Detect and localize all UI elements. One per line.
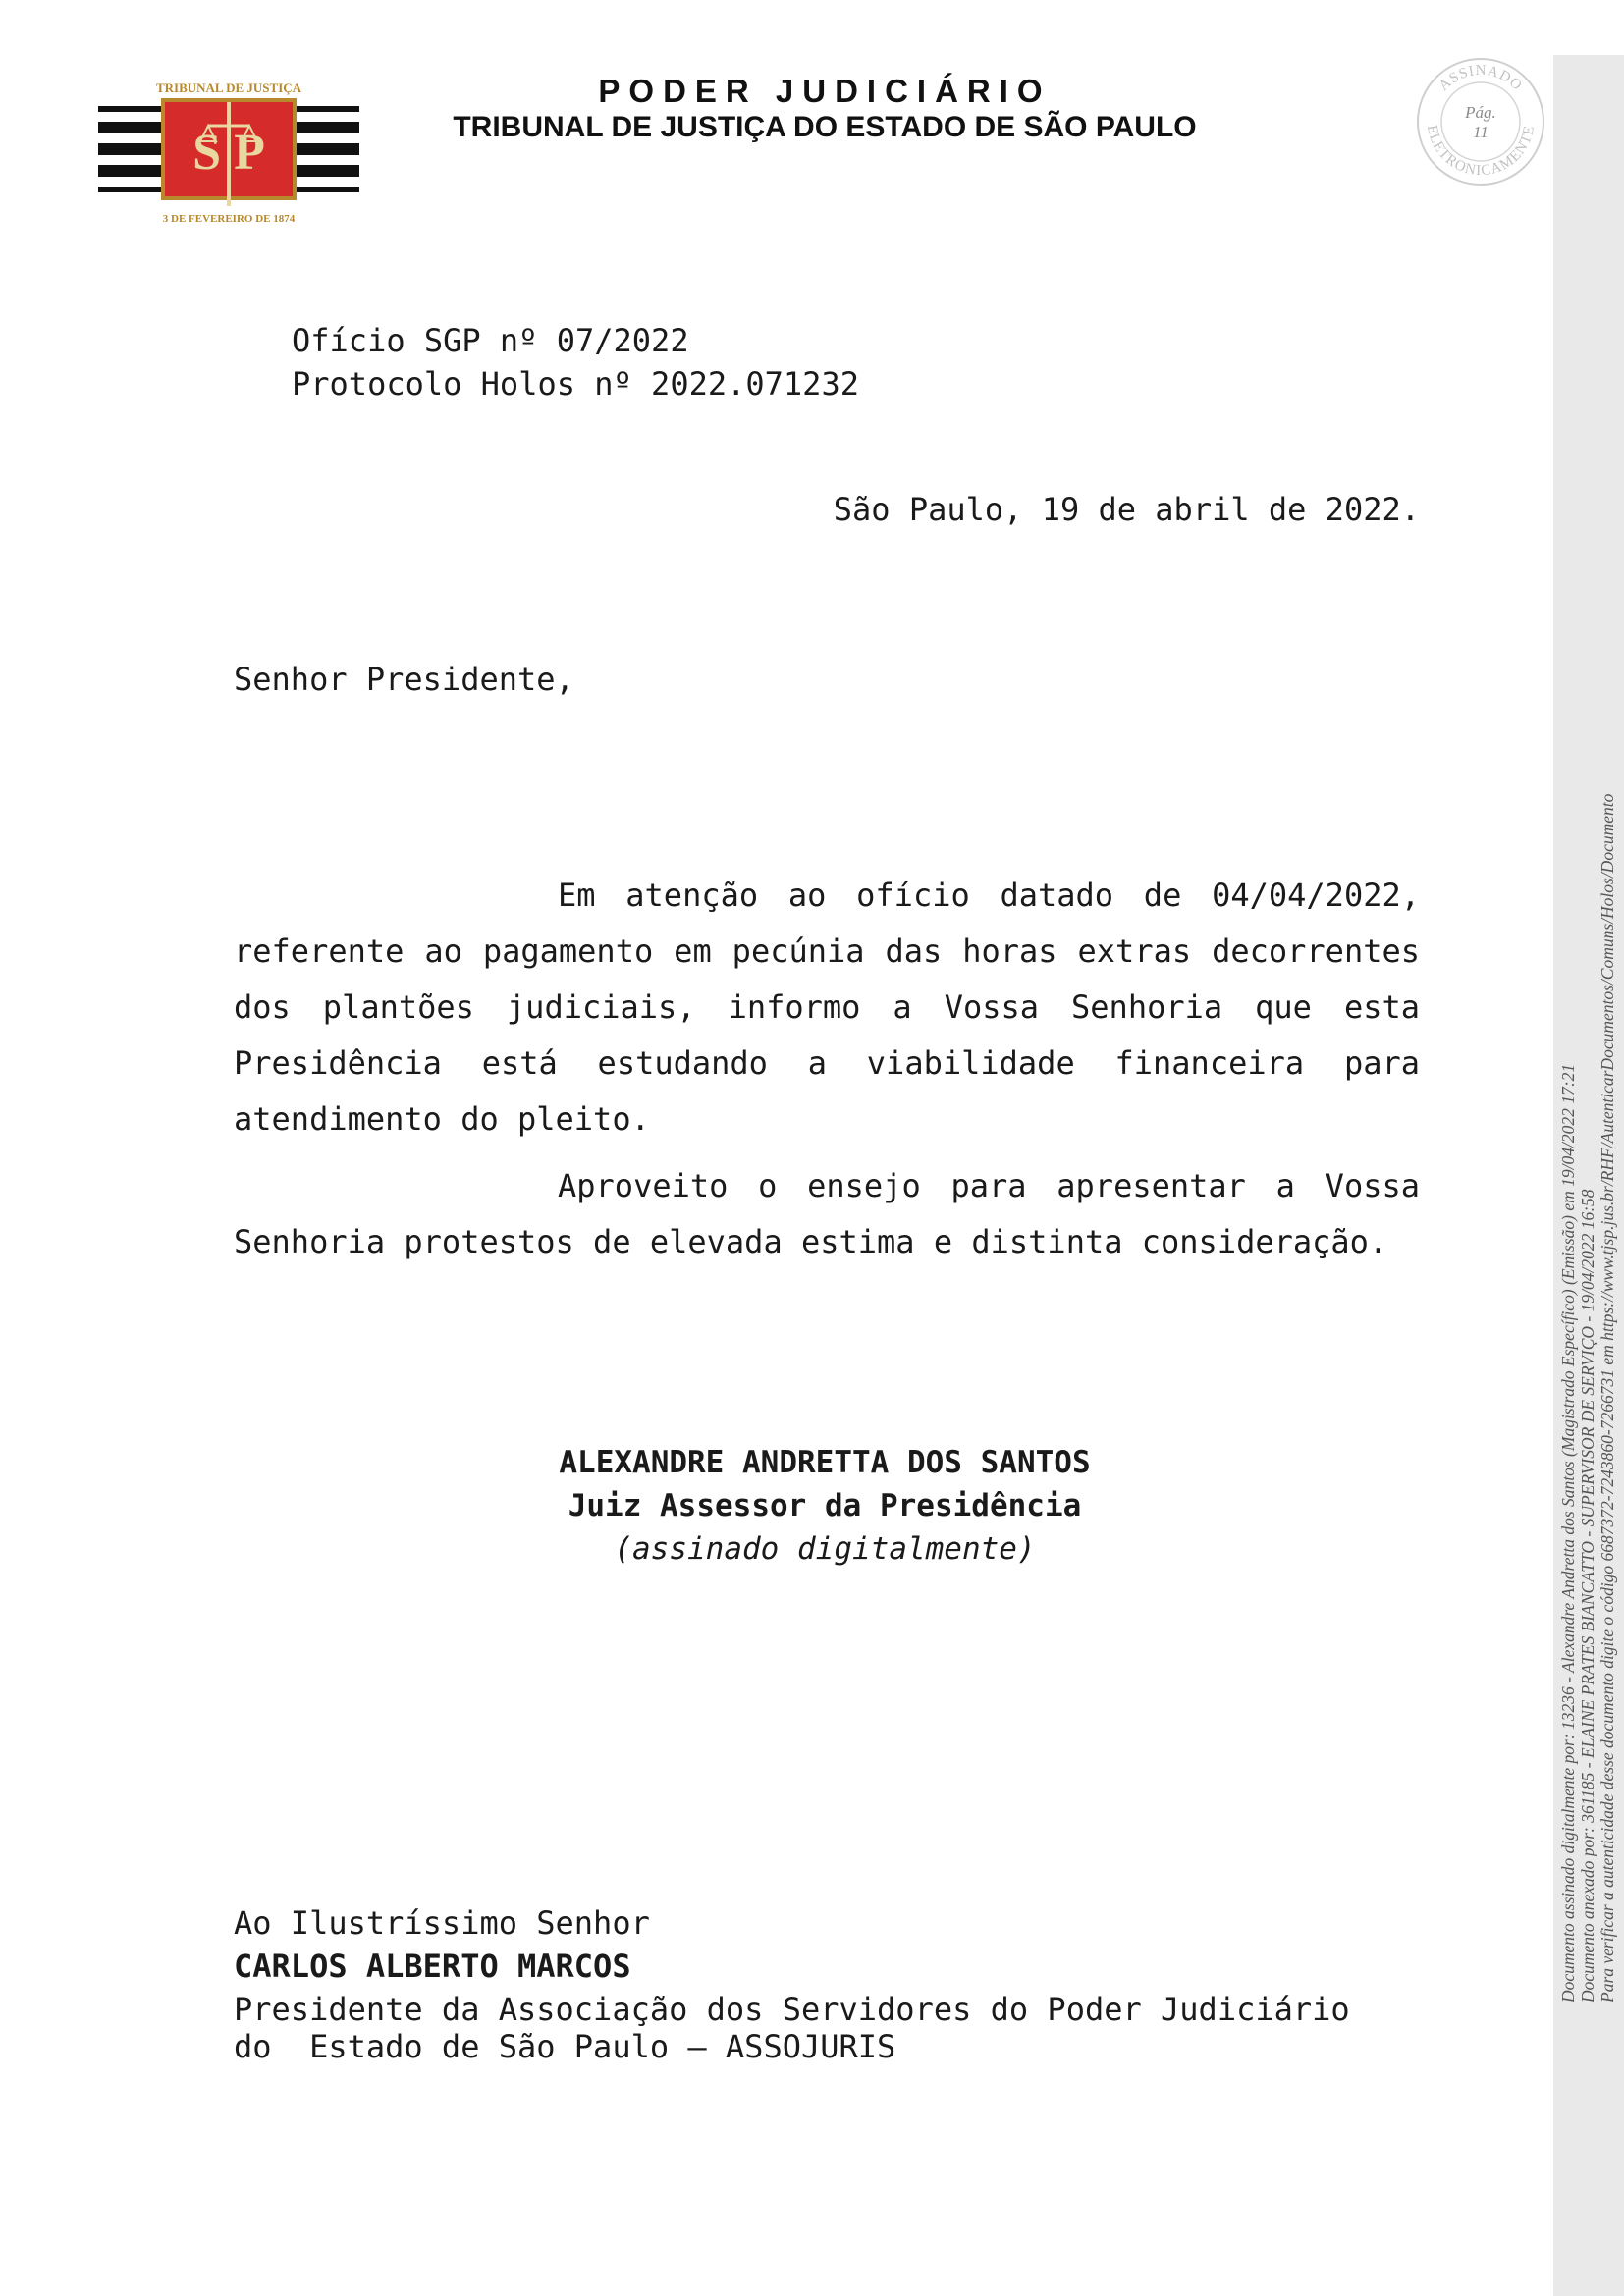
stamp-page-label: Pág.: [1465, 103, 1496, 122]
stamp-page-number: 11: [1473, 123, 1489, 141]
stamp-ring-bottom: ELETRONICAMENTE: [1423, 124, 1539, 180]
signer-name: ALEXANDRE ANDRETTA DOS SANTOS: [559, 1445, 1091, 1480]
header-title: PODER JUDICIÁRIO: [598, 73, 1052, 109]
header-subtitle: TRIBUNAL DE JUSTIÇA DO ESTADO DE SÃO PAULO: [453, 111, 1197, 143]
addressee-name: CARLOS ALBERTO MARCOS: [234, 1948, 631, 1985]
protocolo-number: Protocolo Holos nº 2022.071232: [292, 365, 859, 402]
stamp-ring-top: ASSINADO: [1435, 62, 1526, 94]
margin-note-line3: Para verificar a autenticidade desse documento digite o código 6687372-7243860-7266731 em https://www.tjsp.jus.br/RHF/AutenticarDocumentos/Comuns/Holos/Documento: [1597, 793, 1617, 2002]
addressee-line-2: do Estado de São Paulo – ASSOJURIS: [234, 2028, 896, 2065]
addressee-greeting: Ao Ilustríssimo Senhor: [234, 1904, 650, 1942]
signature-note: (assinado digitalmente): [614, 1531, 1036, 1567]
signer-role: Juiz Assessor da Presidência: [568, 1488, 1082, 1523]
body-paragraph-2: [234, 1158, 1420, 1270]
signed-electronically-stamp: [1414, 55, 1547, 188]
body-paragraph-1: [234, 868, 1420, 1148]
margin-note-line2: Documento anexado por: 361185 - ELAINE PRATES BIANCATTO - SUPERVISOR DE SERVIÇO - 19/04/2022 16:58: [1578, 1189, 1597, 2002]
body-paragraph-2-text: Aproveito o ensejo para apresentar a Vossa Senhoria protestos de elevada estima e distinta consideração.: [234, 1167, 1420, 1260]
logo-top-text: TRIBUNAL DE JUSTIÇA: [155, 80, 302, 95]
logo-bottom-text: 3 DE FEVEREIRO DE 1874: [162, 213, 296, 225]
body-paragraph-1-text: Em atenção ao ofício datado de 04/04/2022, referente ao pagamento em pecúnia das horas extras decorrentes dos plantões judiciais, informo a Vossa Senhoria que esta Presidência está estudando a viabilidade financeira para atendimento do pleito.: [234, 877, 1420, 1138]
addressee-line-1: Presidente da Associação dos Servidores do Poder Judiciário: [234, 1991, 1350, 2028]
date-line: São Paulo, 19 de abril de 2022.: [833, 491, 1420, 528]
logo-letters: S P: [192, 125, 265, 181]
salutation: Senhor Presidente,: [234, 661, 574, 698]
margin-note-line1: Documento assinado digitalmente por: 13236 - Alexandre Andretta dos Santos (Magistrado Específico) (Emissão) em 19/04/2022 17:21: [1558, 1063, 1578, 2002]
oficio-number: Ofício SGP nº 07/2022: [292, 322, 689, 359]
